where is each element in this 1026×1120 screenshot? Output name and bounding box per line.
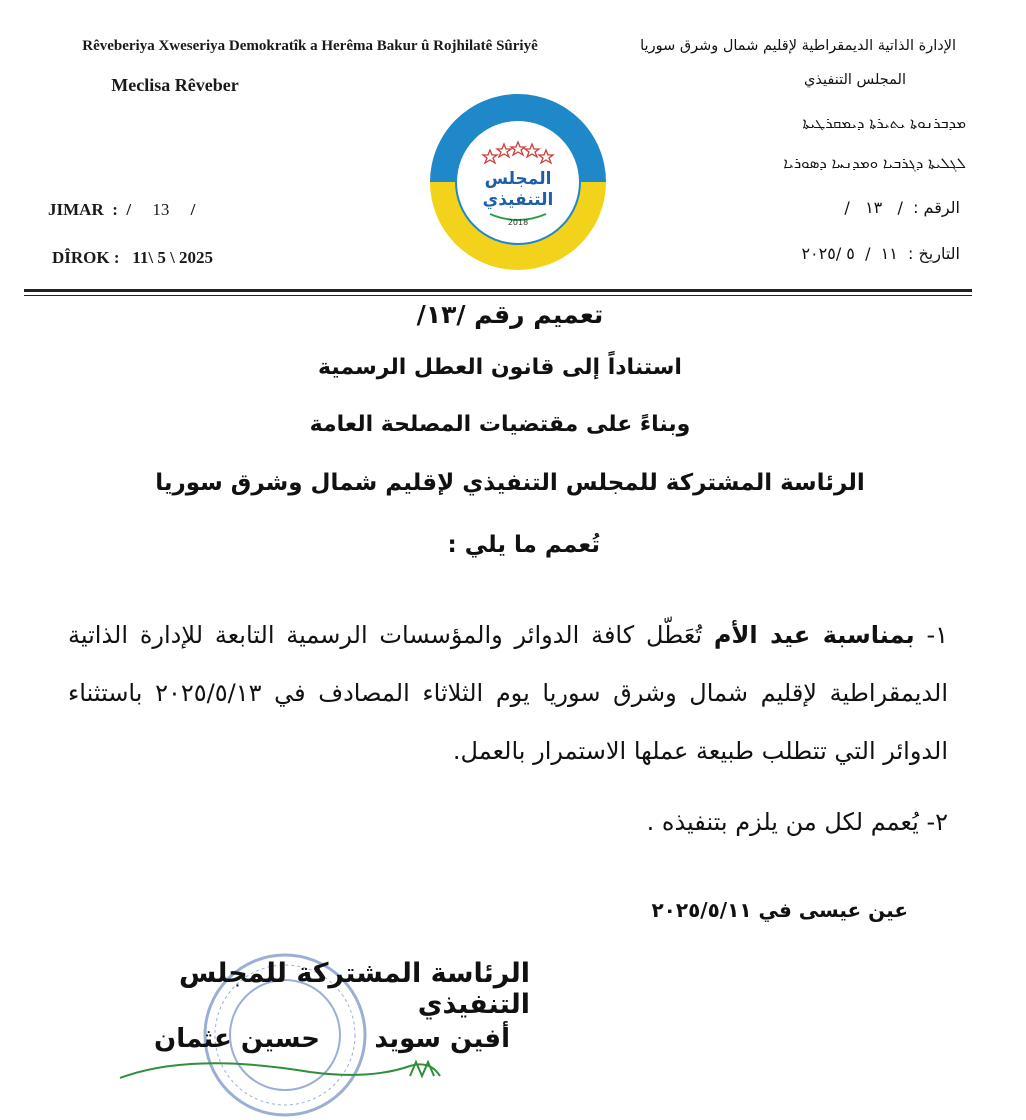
signatory-title: الرئاسة المشتركة للمجلس التنفيذي <box>179 958 530 1020</box>
signatory-names: أفين سويد حسين عثمان <box>154 1024 510 1054</box>
circular-title: تعميم رقم /١٣/ <box>416 300 604 329</box>
item-1-occasion: بمناسبة عيد الأم <box>713 621 915 649</box>
council-name-arabic: المجلس التنفيذي <box>804 72 906 88</box>
org-name-arabic: الإدارة الذاتية الديمقراطية لإقليم شمال وشرق سوريا <box>640 38 956 54</box>
logo-text-1: المجلس <box>484 169 552 189</box>
org-name-syriac-line2: ܠܓܠܝܬܐ ܕܓܪܒܝܐ ܘܡܕܢܚܐ ܕܣܘܪܝܐ <box>783 154 966 172</box>
preamble-line-2: وبناءً على مقتضيات المصلحة العامة <box>309 412 691 437</box>
logo-year: 2018 <box>507 218 529 227</box>
ref-number-arabic: الرقم : / ١٣ / <box>844 198 960 217</box>
date-arabic: التاريخ : ١١ / ٥ /٢٠٢٥ <box>801 244 960 263</box>
issuer-line: الرئاسة المشتركة للمجلس التنفيذي لإقليم شمال وشرق سوريا <box>155 470 865 496</box>
place-date: عين عيسى في ٢٠٢٥/٥/١١ <box>651 898 908 922</box>
council-name-kurmanji: Meclisa Rêveber <box>111 75 239 95</box>
council-logo <box>428 92 608 272</box>
org-name-syriac-line1: ܡܕܒܪܢܘܬܐ ܝܬܝܪܬܐ ܕܝܡܩܪܛܝܬܐ <box>802 114 966 132</box>
logo-text-2: التنفيذي <box>482 190 554 210</box>
date-latin: DÎROK : 11\ 5 \ 2025 <box>52 248 214 267</box>
item-2: ٢- يُعمم لكل من يلزم بتنفيذه . <box>646 808 948 836</box>
header-rule <box>24 289 972 292</box>
org-name-kurmanji: Rêveberiya Xweseriya Demokratîk a Herêma Bakur û Rojhilatê Sûriyê <box>82 38 538 54</box>
header-rule-thin <box>24 295 972 296</box>
preamble-line-1: استناداً إلى قانون العطل الرسمية <box>318 355 682 380</box>
item-1: ١- بمناسبة عيد الأم تُعَطّل كافة الدوائر والمؤسسات الرسمية التابعة للإدارة الذاتية الديمقراطية لإقليم شمال وشرق سوريا يوم الثلاثاء المصادف في ٢٠٢٥/٥/١٣ باستثناء الدوائر التي تتطلب طبيعة عملها الاستمرار بالعمل. <box>68 621 948 765</box>
ref-number-latin: JIMAR : / 13 / <box>48 200 196 219</box>
signature-scribble <box>110 1058 490 1080</box>
circulates-line: تُعمم ما يلي : <box>447 532 600 558</box>
